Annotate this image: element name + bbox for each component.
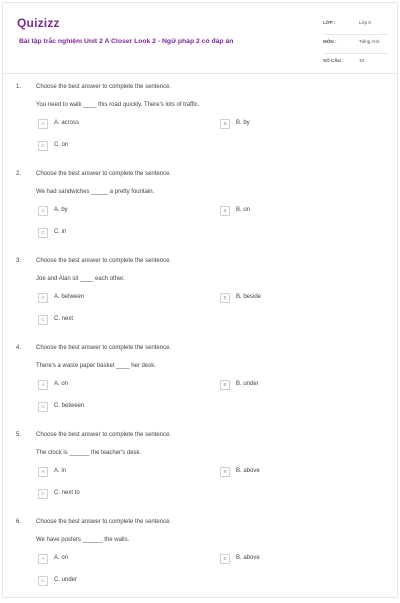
worksheet-header — [3, 3, 397, 73]
question-prompt: Choose the best answer to complete the sentence. — [36, 171, 172, 177]
question-sentence: Joe and Alan sit ____ each other. — [36, 276, 125, 282]
header-divider — [3, 73, 397, 74]
option-letter-box: C — [38, 576, 48, 586]
question-sentence: We have posters ______ the walls. — [36, 537, 130, 543]
option-text: C. under — [54, 577, 78, 583]
option-letter-box: A — [38, 206, 48, 216]
question-item — [3, 84, 397, 168]
option-text: A. on — [54, 381, 69, 387]
option-text: C. between — [54, 403, 85, 409]
option-text: C. on — [54, 142, 69, 148]
question-item — [3, 171, 397, 255]
question-prompt: Choose the best answer to complete the sentence. — [36, 84, 172, 90]
question-prompt: Choose the best answer to complete the sentence. — [36, 432, 172, 438]
question-number: 6. — [16, 519, 22, 525]
question-number: 4. — [16, 345, 22, 351]
option-letter-box: B — [220, 554, 230, 564]
option-text: C. next — [54, 316, 74, 322]
meta-label: MÔN : — [323, 39, 337, 44]
option-text: B. above — [236, 468, 260, 474]
question-sentence: We had sandwiches _____ a pretty fountain. — [36, 189, 155, 195]
question-item — [3, 432, 397, 516]
question-item — [3, 345, 397, 429]
question-prompt: Choose the best answer to complete the sentence. — [36, 258, 172, 264]
question-number: 3. — [16, 258, 22, 264]
option-letter-box: C — [38, 141, 48, 151]
question-number: 2. — [16, 171, 22, 177]
question-prompt: Choose the best answer to complete the sentence. — [36, 519, 172, 525]
meta-value: 10 — [359, 58, 365, 63]
meta-label: SỐ CÂU : — [323, 58, 344, 63]
option-letter-box: C — [38, 489, 48, 499]
option-text: A. between — [54, 294, 85, 300]
option-letter-box: C — [38, 402, 48, 412]
option-letter-box: A — [38, 119, 48, 129]
worksheet-meta — [323, 16, 389, 72]
option-text: B. beside — [236, 294, 262, 300]
question-item — [3, 519, 397, 603]
meta-row-subject — [323, 35, 389, 54]
meta-value: Tiếng Anh — [359, 39, 380, 44]
question-sentence: You need to walk ____ this road quickly. There's lots of traffic. — [36, 102, 200, 108]
option-letter-box: B — [220, 467, 230, 477]
option-text: A. across — [54, 120, 80, 126]
meta-row-class — [323, 16, 389, 35]
option-letter-box: A — [38, 467, 48, 477]
option-text: C. in — [54, 229, 67, 235]
option-text: A. by — [54, 207, 68, 213]
question-number: 1. — [16, 84, 22, 90]
question-prompt: Choose the best answer to complete the sentence. — [36, 345, 172, 351]
option-text: A. in — [54, 468, 67, 474]
worksheet-page — [2, 2, 398, 598]
question-sentence: The clock is ______ the teacher's desk. — [36, 450, 142, 456]
question-number: 5. — [16, 432, 22, 438]
meta-row-question-count — [323, 54, 389, 72]
option-letter-box: B — [220, 293, 230, 303]
option-letter-box: C — [38, 315, 48, 325]
worksheet-title: Bài tập trắc nghiệm Unit 2 A Closer Look 2 - Ngữ pháp 2 có đáp án — [19, 38, 234, 45]
quizizz-logo: Quizizz — [17, 16, 60, 30]
option-text: B. by — [236, 120, 250, 126]
option-letter-box: C — [38, 228, 48, 238]
option-letter-box: B — [220, 119, 230, 129]
option-letter-box: B — [220, 380, 230, 390]
question-sentence: There's a waste paper basket ____ her desk. — [36, 363, 156, 369]
option-letter-box: A — [38, 380, 48, 390]
meta-value: Lớp 6 — [359, 20, 371, 25]
option-letter-box: B — [220, 206, 230, 216]
option-text: B. above — [236, 555, 260, 561]
option-text: B. under — [236, 381, 259, 387]
option-text: A. on — [54, 555, 69, 561]
question-item — [3, 258, 397, 342]
option-text: C. next to — [54, 490, 80, 496]
meta-label: LỚP : — [323, 20, 336, 25]
option-letter-box: A — [38, 293, 48, 303]
option-text: B. on — [236, 207, 251, 213]
option-letter-box: A — [38, 554, 48, 564]
